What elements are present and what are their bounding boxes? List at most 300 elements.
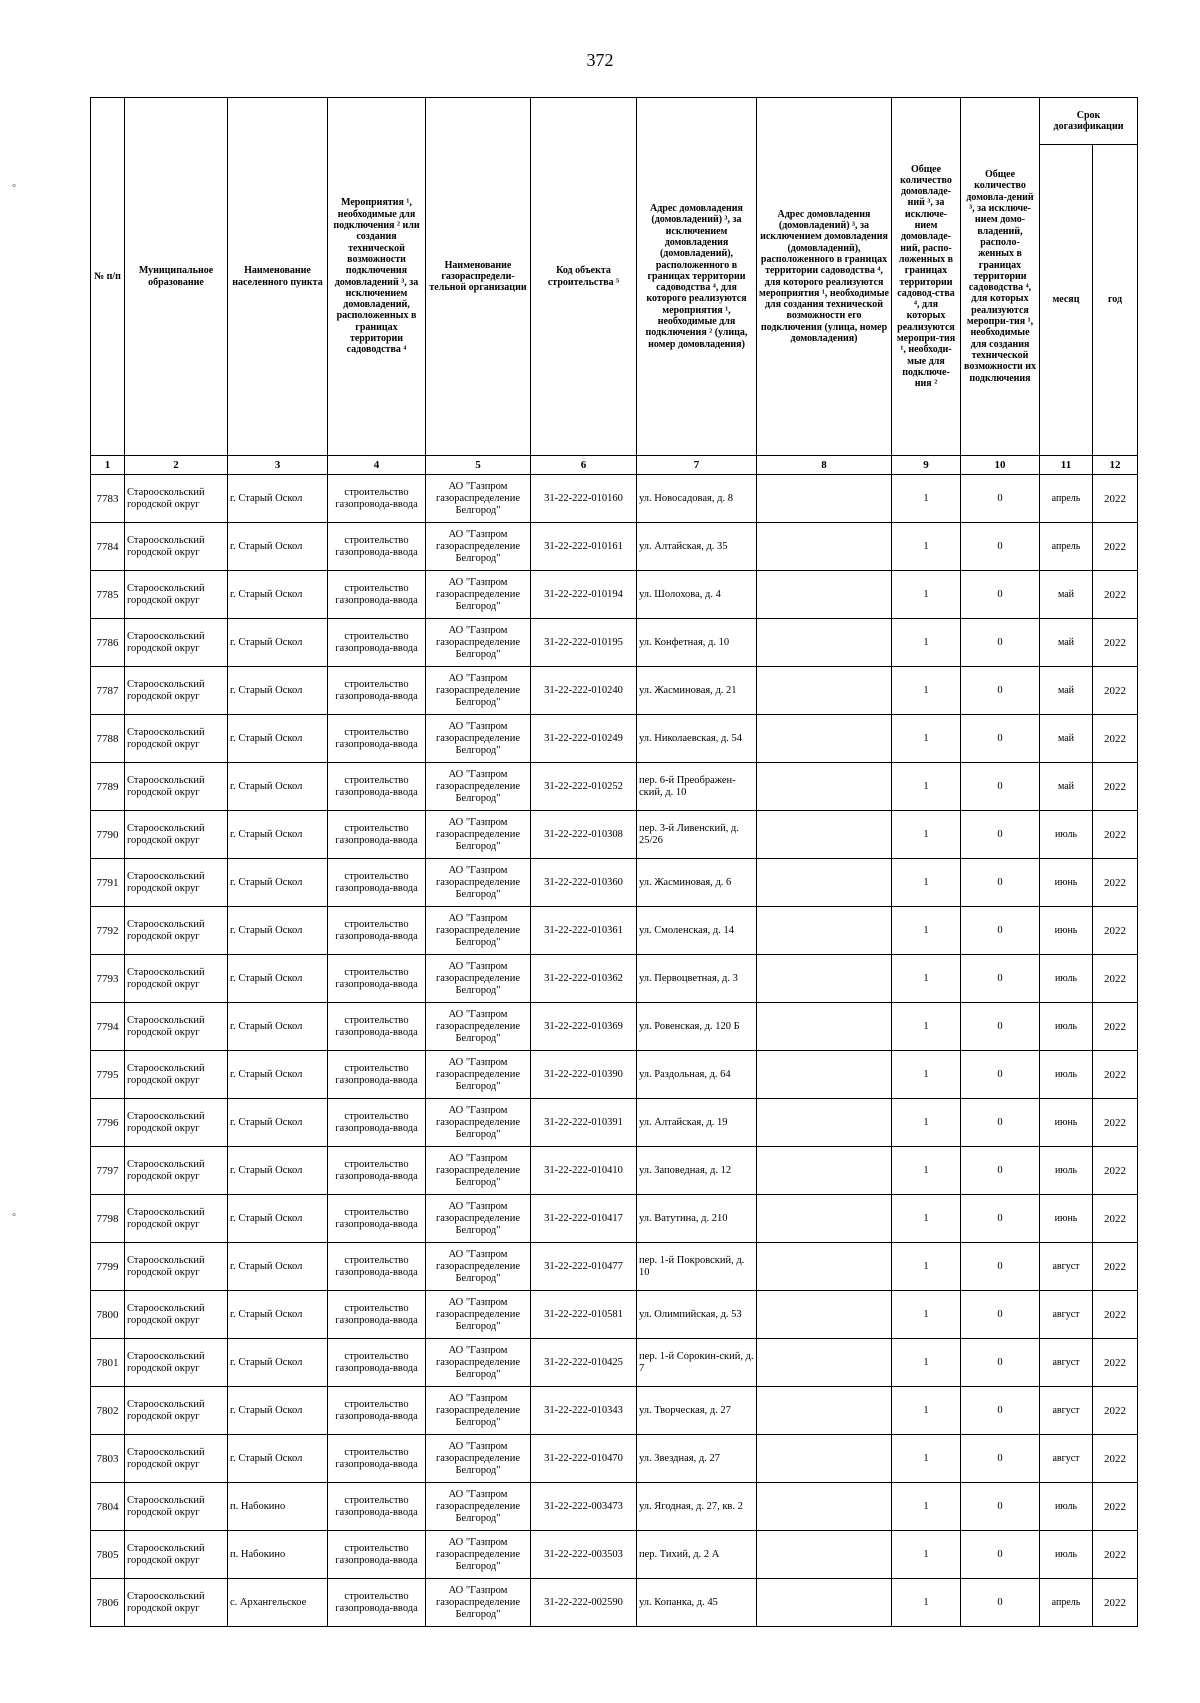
- activity-cell: строительство газопровода-ввода: [328, 859, 426, 907]
- table-row: [91, 475, 1138, 523]
- capability-count-cell: 0: [961, 907, 1040, 955]
- capability-count-cell: 0: [961, 1243, 1040, 1291]
- connection-count-cell: 1: [892, 715, 961, 763]
- activity-cell: строительство газопровода-ввода: [328, 1003, 426, 1051]
- table-header: [91, 98, 1138, 475]
- row-number: 7797: [91, 1147, 125, 1195]
- organization-cell: АО "Газпром газораспределение Белгород": [426, 523, 531, 571]
- row-number: 7793: [91, 955, 125, 1003]
- organization-cell: АО "Газпром газораспределение Белгород": [426, 1579, 531, 1627]
- address-cell: ул. Ровенская, д. 120 Б: [637, 1003, 757, 1051]
- month-cell: июль: [1040, 1483, 1093, 1531]
- municipality-cell: Старооскольский городской округ: [125, 1003, 228, 1051]
- address-cell: ул. Конфетная, д. 10: [637, 619, 757, 667]
- year-cell: 2022: [1093, 1003, 1138, 1051]
- locality-cell: г. Старый Оскол: [228, 811, 328, 859]
- capability-count-cell: 0: [961, 715, 1040, 763]
- year-cell: 2022: [1093, 1579, 1138, 1627]
- table-row: [91, 1051, 1138, 1099]
- object-code-cell: 31-22-222-010390: [531, 1051, 637, 1099]
- address-capability-cell: [757, 1243, 892, 1291]
- year-cell: 2022: [1093, 1051, 1138, 1099]
- organization-cell: АО "Газпром газораспределение Белгород": [426, 859, 531, 907]
- address-capability-cell: [757, 763, 892, 811]
- table-row: [91, 1435, 1138, 1483]
- locality-cell: г. Старый Оскол: [228, 523, 328, 571]
- table-row: [91, 1147, 1138, 1195]
- organization-cell: АО "Газпром газораспределение Белгород": [426, 1099, 531, 1147]
- year-cell: 2022: [1093, 1435, 1138, 1483]
- connection-count-cell: 1: [892, 1483, 961, 1531]
- month-cell: июнь: [1040, 1195, 1093, 1243]
- address-capability-cell: [757, 1003, 892, 1051]
- address-cell: пер. 3-й Ливенский, д. 25/26: [637, 811, 757, 859]
- year-cell: 2022: [1093, 907, 1138, 955]
- object-code-cell: 31-22-222-010391: [531, 1099, 637, 1147]
- organization-cell: АО "Газпром газораспределение Белгород": [426, 763, 531, 811]
- row-number: 7785: [91, 571, 125, 619]
- column-number: 12: [1093, 456, 1138, 475]
- activity-cell: строительство газопровода-ввода: [328, 1483, 426, 1531]
- activity-cell: строительство газопровода-ввода: [328, 1531, 426, 1579]
- table-row: [91, 1531, 1138, 1579]
- address-cell: ул. Жасминовая, д. 21: [637, 667, 757, 715]
- month-cell: июнь: [1040, 1099, 1093, 1147]
- locality-cell: г. Старый Оскол: [228, 715, 328, 763]
- table-row: [91, 1483, 1138, 1531]
- object-code-cell: 31-22-222-010308: [531, 811, 637, 859]
- organization-cell: АО "Газпром газораспределение Белгород": [426, 1195, 531, 1243]
- municipality-cell: Старооскольский городской округ: [125, 667, 228, 715]
- organization-cell: АО "Газпром газораспределение Белгород": [426, 955, 531, 1003]
- month-cell: июль: [1040, 1531, 1093, 1579]
- header-period: Срок догазификации: [1040, 98, 1138, 145]
- address-cell: ул. Творческая, д. 27: [637, 1387, 757, 1435]
- scan-artifact-mark: °: [12, 183, 16, 194]
- activity-cell: строительство газопровода-ввода: [328, 523, 426, 571]
- locality-cell: г. Старый Оскол: [228, 1099, 328, 1147]
- page-number: 372: [586, 50, 614, 70]
- address-capability-cell: [757, 1531, 892, 1579]
- locality-cell: г. Старый Оскол: [228, 907, 328, 955]
- table-row: [91, 715, 1138, 763]
- locality-cell: г. Старый Оскол: [228, 1339, 328, 1387]
- organization-cell: АО "Газпром газораспределение Белгород": [426, 1243, 531, 1291]
- organization-cell: АО "Газпром газораспределение Белгород": [426, 1387, 531, 1435]
- year-cell: 2022: [1093, 811, 1138, 859]
- capability-count-cell: 0: [961, 475, 1040, 523]
- organization-cell: АО "Газпром газораспределение Белгород": [426, 715, 531, 763]
- table-row: [91, 955, 1138, 1003]
- year-cell: 2022: [1093, 1243, 1138, 1291]
- activity-cell: строительство газопровода-ввода: [328, 1579, 426, 1627]
- address-cell: ул. Первоцветная, д. 3: [637, 955, 757, 1003]
- address-cell: ул. Копанка, д. 45: [637, 1579, 757, 1627]
- capability-count-cell: 0: [961, 1579, 1040, 1627]
- organization-cell: АО "Газпром газораспределение Белгород": [426, 1003, 531, 1051]
- year-cell: 2022: [1093, 475, 1138, 523]
- address-capability-cell: [757, 1099, 892, 1147]
- object-code-cell: 31-22-222-010194: [531, 571, 637, 619]
- municipality-cell: Старооскольский городской округ: [125, 763, 228, 811]
- column-number: 10: [961, 456, 1040, 475]
- activity-cell: строительство газопровода-ввода: [328, 715, 426, 763]
- object-code-cell: 31-22-222-010362: [531, 955, 637, 1003]
- object-code-cell: 31-22-222-010581: [531, 1291, 637, 1339]
- activity-cell: строительство газопровода-ввода: [328, 1147, 426, 1195]
- activity-cell: строительство газопровода-ввода: [328, 1051, 426, 1099]
- row-number: 7804: [91, 1483, 125, 1531]
- table-row: [91, 1387, 1138, 1435]
- header-col-10: Общее количество домовла-дений ³, за исключе-нием домо-владений, располо-женных в границах территории садоводства ⁴, для которых реализуются меропри-тия ¹, необходимые для создания технической возможности их подключения: [961, 98, 1040, 456]
- locality-cell: г. Старый Оскол: [228, 1387, 328, 1435]
- month-cell: июль: [1040, 1147, 1093, 1195]
- column-number: 2: [125, 456, 228, 475]
- municipality-cell: Старооскольский городской округ: [125, 1483, 228, 1531]
- locality-cell: г. Старый Оскол: [228, 1003, 328, 1051]
- organization-cell: АО "Газпром газораспределение Белгород": [426, 619, 531, 667]
- object-code-cell: 31-22-222-010360: [531, 859, 637, 907]
- capability-count-cell: 0: [961, 811, 1040, 859]
- capability-count-cell: 0: [961, 1195, 1040, 1243]
- municipality-cell: Старооскольский городской округ: [125, 475, 228, 523]
- municipality-cell: Старооскольский городской округ: [125, 1099, 228, 1147]
- month-cell: август: [1040, 1387, 1093, 1435]
- year-cell: 2022: [1093, 571, 1138, 619]
- connection-count-cell: 1: [892, 1339, 961, 1387]
- organization-cell: АО "Газпром газораспределение Белгород": [426, 571, 531, 619]
- locality-cell: г. Старый Оскол: [228, 1291, 328, 1339]
- capability-count-cell: 0: [961, 523, 1040, 571]
- row-number: 7801: [91, 1339, 125, 1387]
- object-code-cell: 31-22-222-010477: [531, 1243, 637, 1291]
- municipality-cell: Старооскольский городской округ: [125, 1435, 228, 1483]
- address-cell: пер. 1-й Сорокин-ский, д. 7: [637, 1339, 757, 1387]
- table-row: [91, 523, 1138, 571]
- address-cell: ул. Заповедная, д. 12: [637, 1147, 757, 1195]
- table-row: [91, 667, 1138, 715]
- activity-cell: строительство газопровода-ввода: [328, 1339, 426, 1387]
- object-code-cell: 31-22-222-010195: [531, 619, 637, 667]
- address-cell: ул. Николаевская, д. 54: [637, 715, 757, 763]
- header-col-12: год: [1093, 145, 1138, 456]
- organization-cell: АО "Газпром газораспределение Белгород": [426, 667, 531, 715]
- year-cell: 2022: [1093, 1195, 1138, 1243]
- row-number: 7790: [91, 811, 125, 859]
- month-cell: май: [1040, 571, 1093, 619]
- column-number: 9: [892, 456, 961, 475]
- activity-cell: строительство газопровода-ввода: [328, 667, 426, 715]
- capability-count-cell: 0: [961, 763, 1040, 811]
- locality-cell: г. Старый Оскол: [228, 1051, 328, 1099]
- header-col-9: Общее количество домовладе-ний ³, за исключе-нием домовладе-ний, распо-ложенных в границах территории садовод-ства ⁴, для которых реализуются меропри-тия ¹, необходи-мые для подключе-ния ²: [892, 98, 961, 456]
- month-cell: июнь: [1040, 907, 1093, 955]
- connection-count-cell: 1: [892, 1291, 961, 1339]
- row-number: 7789: [91, 763, 125, 811]
- organization-cell: АО "Газпром газораспределение Белгород": [426, 1483, 531, 1531]
- connection-count-cell: 1: [892, 811, 961, 859]
- row-number: 7802: [91, 1387, 125, 1435]
- object-code-cell: 31-22-222-010361: [531, 907, 637, 955]
- connection-count-cell: 1: [892, 763, 961, 811]
- locality-cell: г. Старый Оскол: [228, 1195, 328, 1243]
- month-cell: июль: [1040, 1003, 1093, 1051]
- address-cell: ул. Шолохова, д. 4: [637, 571, 757, 619]
- address-capability-cell: [757, 1147, 892, 1195]
- activity-cell: строительство газопровода-ввода: [328, 571, 426, 619]
- locality-cell: г. Старый Оскол: [228, 763, 328, 811]
- locality-cell: г. Старый Оскол: [228, 1435, 328, 1483]
- row-number: 7788: [91, 715, 125, 763]
- year-cell: 2022: [1093, 1147, 1138, 1195]
- row-number: 7798: [91, 1195, 125, 1243]
- address-cell: ул. Жасминовая, д. 6: [637, 859, 757, 907]
- address-capability-cell: [757, 619, 892, 667]
- year-cell: 2022: [1093, 955, 1138, 1003]
- header-col-1: № п/п: [91, 98, 125, 456]
- municipality-cell: Старооскольский городской округ: [125, 1243, 228, 1291]
- capability-count-cell: 0: [961, 1291, 1040, 1339]
- column-number: 1: [91, 456, 125, 475]
- address-capability-cell: [757, 1483, 892, 1531]
- municipality-cell: Старооскольский городской округ: [125, 907, 228, 955]
- row-number: 7791: [91, 859, 125, 907]
- connection-count-cell: 1: [892, 1243, 961, 1291]
- activity-cell: строительство газопровода-ввода: [328, 1291, 426, 1339]
- address-cell: ул. Смоленская, д. 14: [637, 907, 757, 955]
- connection-count-cell: 1: [892, 571, 961, 619]
- connection-count-cell: 1: [892, 955, 961, 1003]
- connection-count-cell: 1: [892, 859, 961, 907]
- municipality-cell: Старооскольский городской округ: [125, 715, 228, 763]
- activity-cell: строительство газопровода-ввода: [328, 1099, 426, 1147]
- municipality-cell: Старооскольский городской округ: [125, 1051, 228, 1099]
- table-row: [91, 1195, 1138, 1243]
- row-number: 7783: [91, 475, 125, 523]
- object-code-cell: 31-22-222-010417: [531, 1195, 637, 1243]
- object-code-cell: 31-22-222-003473: [531, 1483, 637, 1531]
- year-cell: 2022: [1093, 1339, 1138, 1387]
- municipality-cell: Старооскольский городской округ: [125, 1291, 228, 1339]
- address-cell: ул. Алтайская, д. 19: [637, 1099, 757, 1147]
- activity-cell: строительство газопровода-ввода: [328, 1243, 426, 1291]
- year-cell: 2022: [1093, 1099, 1138, 1147]
- table-row: [91, 571, 1138, 619]
- capability-count-cell: 0: [961, 571, 1040, 619]
- month-cell: апрель: [1040, 523, 1093, 571]
- connection-count-cell: 1: [892, 1579, 961, 1627]
- table-row: [91, 1243, 1138, 1291]
- address-cell: ул. Олимпийская, д. 53: [637, 1291, 757, 1339]
- table-row: [91, 811, 1138, 859]
- organization-cell: АО "Газпром газораспределение Белгород": [426, 1147, 531, 1195]
- locality-cell: г. Старый Оскол: [228, 1243, 328, 1291]
- capability-count-cell: 0: [961, 1531, 1040, 1579]
- header-col-6: Код объекта строительства ⁵: [531, 98, 637, 456]
- address-capability-cell: [757, 475, 892, 523]
- month-cell: май: [1040, 763, 1093, 811]
- object-code-cell: 31-22-222-010252: [531, 763, 637, 811]
- row-number: 7803: [91, 1435, 125, 1483]
- address-capability-cell: [757, 523, 892, 571]
- table-row: [91, 859, 1138, 907]
- object-code-cell: 31-22-222-003503: [531, 1531, 637, 1579]
- locality-cell: п. Набокино: [228, 1531, 328, 1579]
- locality-cell: г. Старый Оскол: [228, 667, 328, 715]
- row-number: 7800: [91, 1291, 125, 1339]
- address-cell: ул. Алтайская, д. 35: [637, 523, 757, 571]
- row-number: 7786: [91, 619, 125, 667]
- row-number: 7792: [91, 907, 125, 955]
- organization-cell: АО "Газпром газораспределение Белгород": [426, 811, 531, 859]
- activity-cell: строительство газопровода-ввода: [328, 955, 426, 1003]
- address-capability-cell: [757, 811, 892, 859]
- month-cell: апрель: [1040, 475, 1093, 523]
- municipality-cell: Старооскольский городской округ: [125, 1147, 228, 1195]
- table-row: [91, 1339, 1138, 1387]
- object-code-cell: 31-22-222-010161: [531, 523, 637, 571]
- address-capability-cell: [757, 571, 892, 619]
- address-capability-cell: [757, 1195, 892, 1243]
- month-cell: июль: [1040, 1051, 1093, 1099]
- address-capability-cell: [757, 907, 892, 955]
- activity-cell: строительство газопровода-ввода: [328, 811, 426, 859]
- header-col-5: Наименование газораспредели-тельной организации: [426, 98, 531, 456]
- month-cell: август: [1040, 1339, 1093, 1387]
- connection-count-cell: 1: [892, 1099, 961, 1147]
- connection-count-cell: 1: [892, 1147, 961, 1195]
- municipality-cell: Старооскольский городской округ: [125, 811, 228, 859]
- address-capability-cell: [757, 715, 892, 763]
- year-cell: 2022: [1093, 619, 1138, 667]
- connection-count-cell: 1: [892, 1195, 961, 1243]
- month-cell: август: [1040, 1435, 1093, 1483]
- header-col-4: Мероприятия ¹, необходимые для подключения ² или создания технической возможности подключения домовладений ³, за исключением домовладений, расположенных в границах территории садоводства ⁴: [328, 98, 426, 456]
- activity-cell: строительство газопровода-ввода: [328, 907, 426, 955]
- object-code-cell: 31-22-222-010369: [531, 1003, 637, 1051]
- month-cell: июль: [1040, 955, 1093, 1003]
- locality-cell: п. Набокино: [228, 1483, 328, 1531]
- year-cell: 2022: [1093, 1387, 1138, 1435]
- object-code-cell: 31-22-222-010240: [531, 667, 637, 715]
- capability-count-cell: 0: [961, 1387, 1040, 1435]
- year-cell: 2022: [1093, 1483, 1138, 1531]
- organization-cell: АО "Газпром газораспределение Белгород": [426, 1339, 531, 1387]
- municipality-cell: Старооскольский городской округ: [125, 1195, 228, 1243]
- object-code-cell: 31-22-222-010249: [531, 715, 637, 763]
- locality-cell: г. Старый Оскол: [228, 1147, 328, 1195]
- connection-count-cell: 1: [892, 1051, 961, 1099]
- connection-count-cell: 1: [892, 475, 961, 523]
- header-col-11: месяц: [1040, 145, 1093, 456]
- capability-count-cell: 0: [961, 859, 1040, 907]
- year-cell: 2022: [1093, 523, 1138, 571]
- scan-artifact-mark: °: [12, 1212, 16, 1223]
- month-cell: август: [1040, 1243, 1093, 1291]
- header-col-3: Наименование населенного пункта: [228, 98, 328, 456]
- address-capability-cell: [757, 1435, 892, 1483]
- column-number: 11: [1040, 456, 1093, 475]
- connection-count-cell: 1: [892, 523, 961, 571]
- year-cell: 2022: [1093, 667, 1138, 715]
- address-capability-cell: [757, 955, 892, 1003]
- activity-cell: строительство газопровода-ввода: [328, 763, 426, 811]
- capability-count-cell: 0: [961, 1339, 1040, 1387]
- year-cell: 2022: [1093, 1291, 1138, 1339]
- year-cell: 2022: [1093, 715, 1138, 763]
- municipality-cell: Старооскольский городской округ: [125, 1531, 228, 1579]
- address-capability-cell: [757, 1051, 892, 1099]
- organization-cell: АО "Газпром газораспределение Белгород": [426, 1435, 531, 1483]
- organization-cell: АО "Газпром газораспределение Белгород": [426, 1531, 531, 1579]
- municipality-cell: Старооскольский городской округ: [125, 955, 228, 1003]
- header-col-7: Адрес домовладения (домовладений) ³, за исключением домовладения (домовладений), расположенного в границах территории садоводства ⁴, для которого реализуются мероприятия ¹, необходимые для подключения ² (улица, номер домовладения): [637, 98, 757, 456]
- object-code-cell: 31-22-222-010470: [531, 1435, 637, 1483]
- address-cell: пер. 6-й Преображен-ский, д. 10: [637, 763, 757, 811]
- organization-cell: АО "Газпром газораспределение Белгород": [426, 1051, 531, 1099]
- table-row: [91, 1003, 1138, 1051]
- row-number: 7799: [91, 1243, 125, 1291]
- capability-count-cell: 0: [961, 955, 1040, 1003]
- year-cell: 2022: [1093, 859, 1138, 907]
- column-number: 5: [426, 456, 531, 475]
- month-cell: июнь: [1040, 859, 1093, 907]
- header-col-8: Адрес домовладения (домовладений) ³, за исключением домовладения (домовладений), расположенного в границах территории садоводства ⁴, для которого реализуются мероприятия ¹, необходимые для создания технической возможности его подключения (улица, номер домовладения): [757, 98, 892, 456]
- object-code-cell: 31-22-222-002590: [531, 1579, 637, 1627]
- month-cell: июль: [1040, 811, 1093, 859]
- organization-cell: АО "Газпром газораспределение Белгород": [426, 907, 531, 955]
- address-cell: пер. 1-й Покровский, д. 10: [637, 1243, 757, 1291]
- address-cell: ул. Ватутина, д. 210: [637, 1195, 757, 1243]
- locality-cell: с. Архангельское: [228, 1579, 328, 1627]
- object-code-cell: 31-22-222-010410: [531, 1147, 637, 1195]
- address-cell: ул. Ягодная, д. 27, кв. 2: [637, 1483, 757, 1531]
- table-row: [91, 1579, 1138, 1627]
- address-capability-cell: [757, 1339, 892, 1387]
- object-code-cell: 31-22-222-010343: [531, 1387, 637, 1435]
- row-number: 7805: [91, 1531, 125, 1579]
- capability-count-cell: 0: [961, 1051, 1040, 1099]
- month-cell: апрель: [1040, 1579, 1093, 1627]
- address-cell: пер. Тихий, д. 2 А: [637, 1531, 757, 1579]
- year-cell: 2022: [1093, 763, 1138, 811]
- municipality-cell: Старооскольский городской округ: [125, 1339, 228, 1387]
- row-number: 7806: [91, 1579, 125, 1627]
- connection-count-cell: 1: [892, 1387, 961, 1435]
- row-number: 7794: [91, 1003, 125, 1051]
- object-code-cell: 31-22-222-010160: [531, 475, 637, 523]
- locality-cell: г. Старый Оскол: [228, 619, 328, 667]
- gasification-table: [90, 97, 1138, 1627]
- table-row: [91, 907, 1138, 955]
- municipality-cell: Старооскольский городской округ: [125, 1579, 228, 1627]
- organization-cell: АО "Газпром газораспределение Белгород": [426, 1291, 531, 1339]
- activity-cell: строительство газопровода-ввода: [328, 475, 426, 523]
- column-number: 7: [637, 456, 757, 475]
- column-number: 8: [757, 456, 892, 475]
- activity-cell: строительство газопровода-ввода: [328, 1435, 426, 1483]
- locality-cell: г. Старый Оскол: [228, 859, 328, 907]
- row-number: 7784: [91, 523, 125, 571]
- month-cell: май: [1040, 619, 1093, 667]
- address-capability-cell: [757, 1387, 892, 1435]
- address-capability-cell: [757, 1291, 892, 1339]
- locality-cell: г. Старый Оскол: [228, 571, 328, 619]
- locality-cell: г. Старый Оскол: [228, 955, 328, 1003]
- connection-count-cell: 1: [892, 907, 961, 955]
- month-cell: август: [1040, 1291, 1093, 1339]
- column-numbers-row: [91, 456, 1138, 475]
